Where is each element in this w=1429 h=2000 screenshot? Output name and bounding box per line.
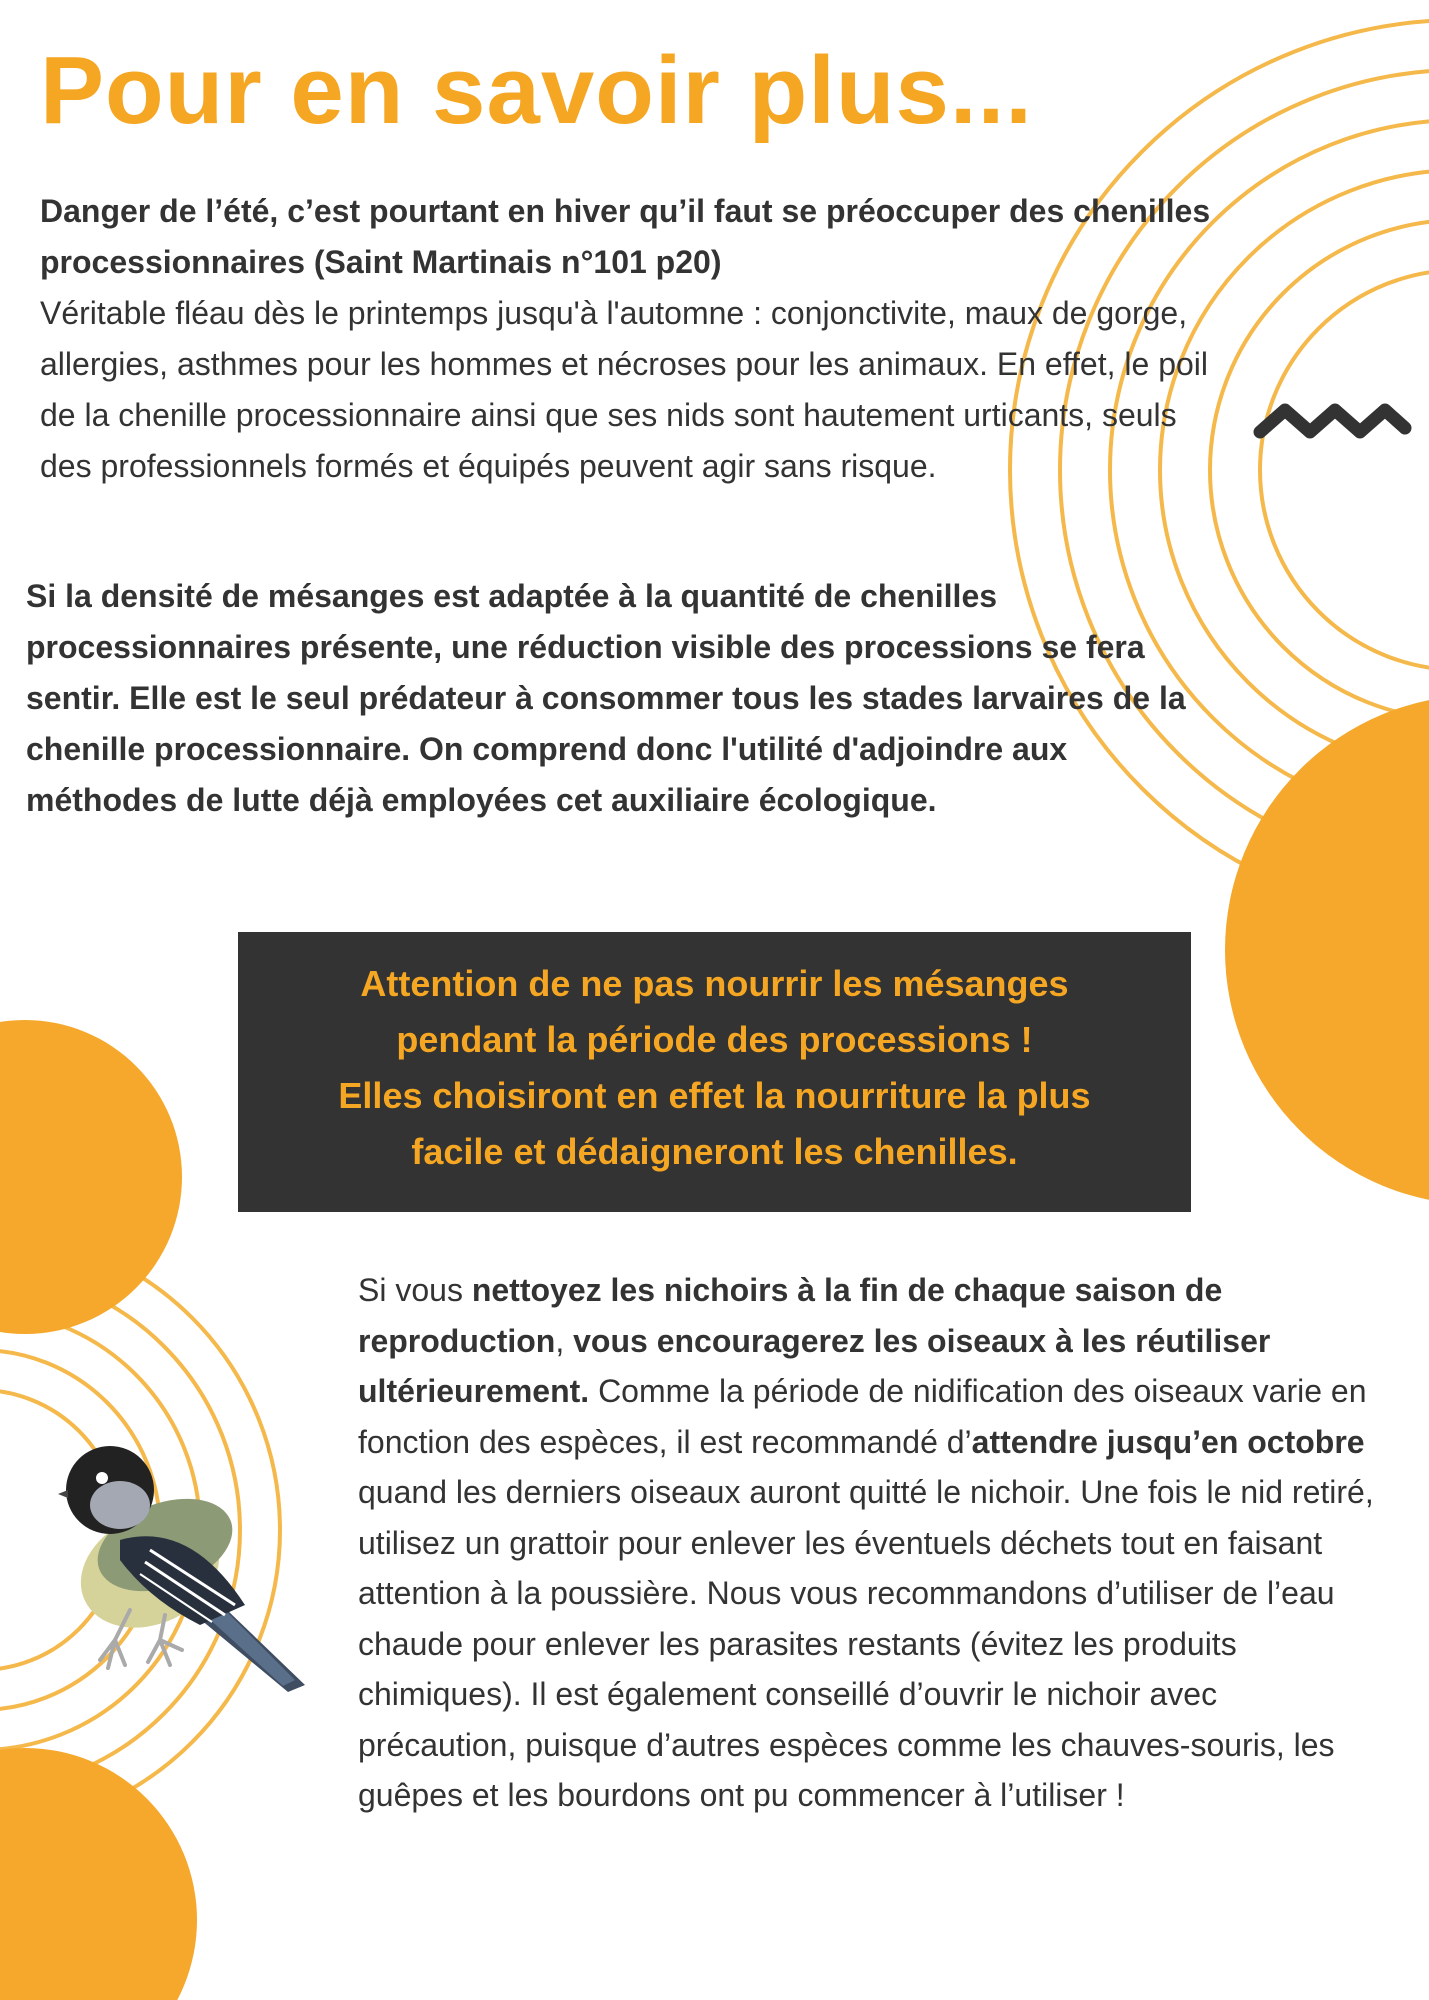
bird-illustration [58,1446,305,1692]
callout-line: Attention de ne pas nourrir les mésanges [360,963,1069,1004]
nichoirs-paragraph [358,1265,1378,1821]
nichoirs-emphasis: attendre jusqu’en octobre [971,1423,1365,1460]
nichoirs-emphasis: nettoyez les nichoirs à la fin de chaque saison de reproduction [358,1272,1223,1359]
callout-line: Elles choisiront en effet la nourriture la plus [338,1075,1091,1116]
right-orange-circle [1225,695,1429,1205]
warning-callout [238,932,1191,1212]
intro-body: Véritable fléau dès le printemps jusqu'à l'automne : conjonctivite, maux de gorge, allergies, asthmes pour les hommes et nécroses pour les animaux. En effet, le poil de la chenille processionnaire ainsi que ses nids sont hautement urticants, seuls des professionnels formés et équipés peuvent agir sans risque. [40,295,1208,484]
callout-line: pendant la période des processions ! [396,1019,1033,1060]
nichoirs-emphasis: vous encouragerez les oiseaux à les réutiliser ultérieurement. [358,1322,1271,1409]
page-title: Pour en savoir plus... [40,37,1033,144]
mesanges-paragraph: Si la densité de mésanges est adaptée à la quantité de chenilles processionnaires présente, une réduction visible des processions se fera sentir. Elle est le seul prédateur à consommer tous les stades larvaires de la chenille processionnaire. On comprend donc l'utilité d'adjoindre aux méthodes de lutte déjà employées cet auxiliaire écologique. [26,578,1186,818]
callout-line: facile et dédaigneront les chenilles. [411,1131,1018,1172]
intro-lead: Danger de l’été, c’est pourtant en hiver qu’il faut se préoccuper des chenilles processionnaires (Saint Martinais n°101 p20) [40,193,1211,280]
nichoirs-text: quand les derniers oiseaux auront quitté le nichoir. Une fois le nid retiré, utilisez un grattoir pour enlever les éventuels déchets tout en faisant attention à la poussière. Nous vous recommandons d’utiliser de l’eau chaude pour enlever les parasites restants (évitez les produits chimiques). Il est également conseillé d’ouvrir le nichoir avec précaution, puisque d’autres espèces comme les chauves-souris, les guêpes et les bourdons ont pu commencer à l’utiliser ! [358,1474,1374,1813]
nichoirs-text: Si vous [358,1272,472,1308]
nichoirs-text: , [555,1322,574,1359]
left-bottom-orange-circle [0,1748,197,2000]
zigzag-icon [1260,410,1405,432]
nichoirs-text: Comme la période de nidification des oiseaux varie en fonction des espèces, il est recommandé d’ [358,1373,1367,1460]
intro-paragraph [40,186,1220,492]
